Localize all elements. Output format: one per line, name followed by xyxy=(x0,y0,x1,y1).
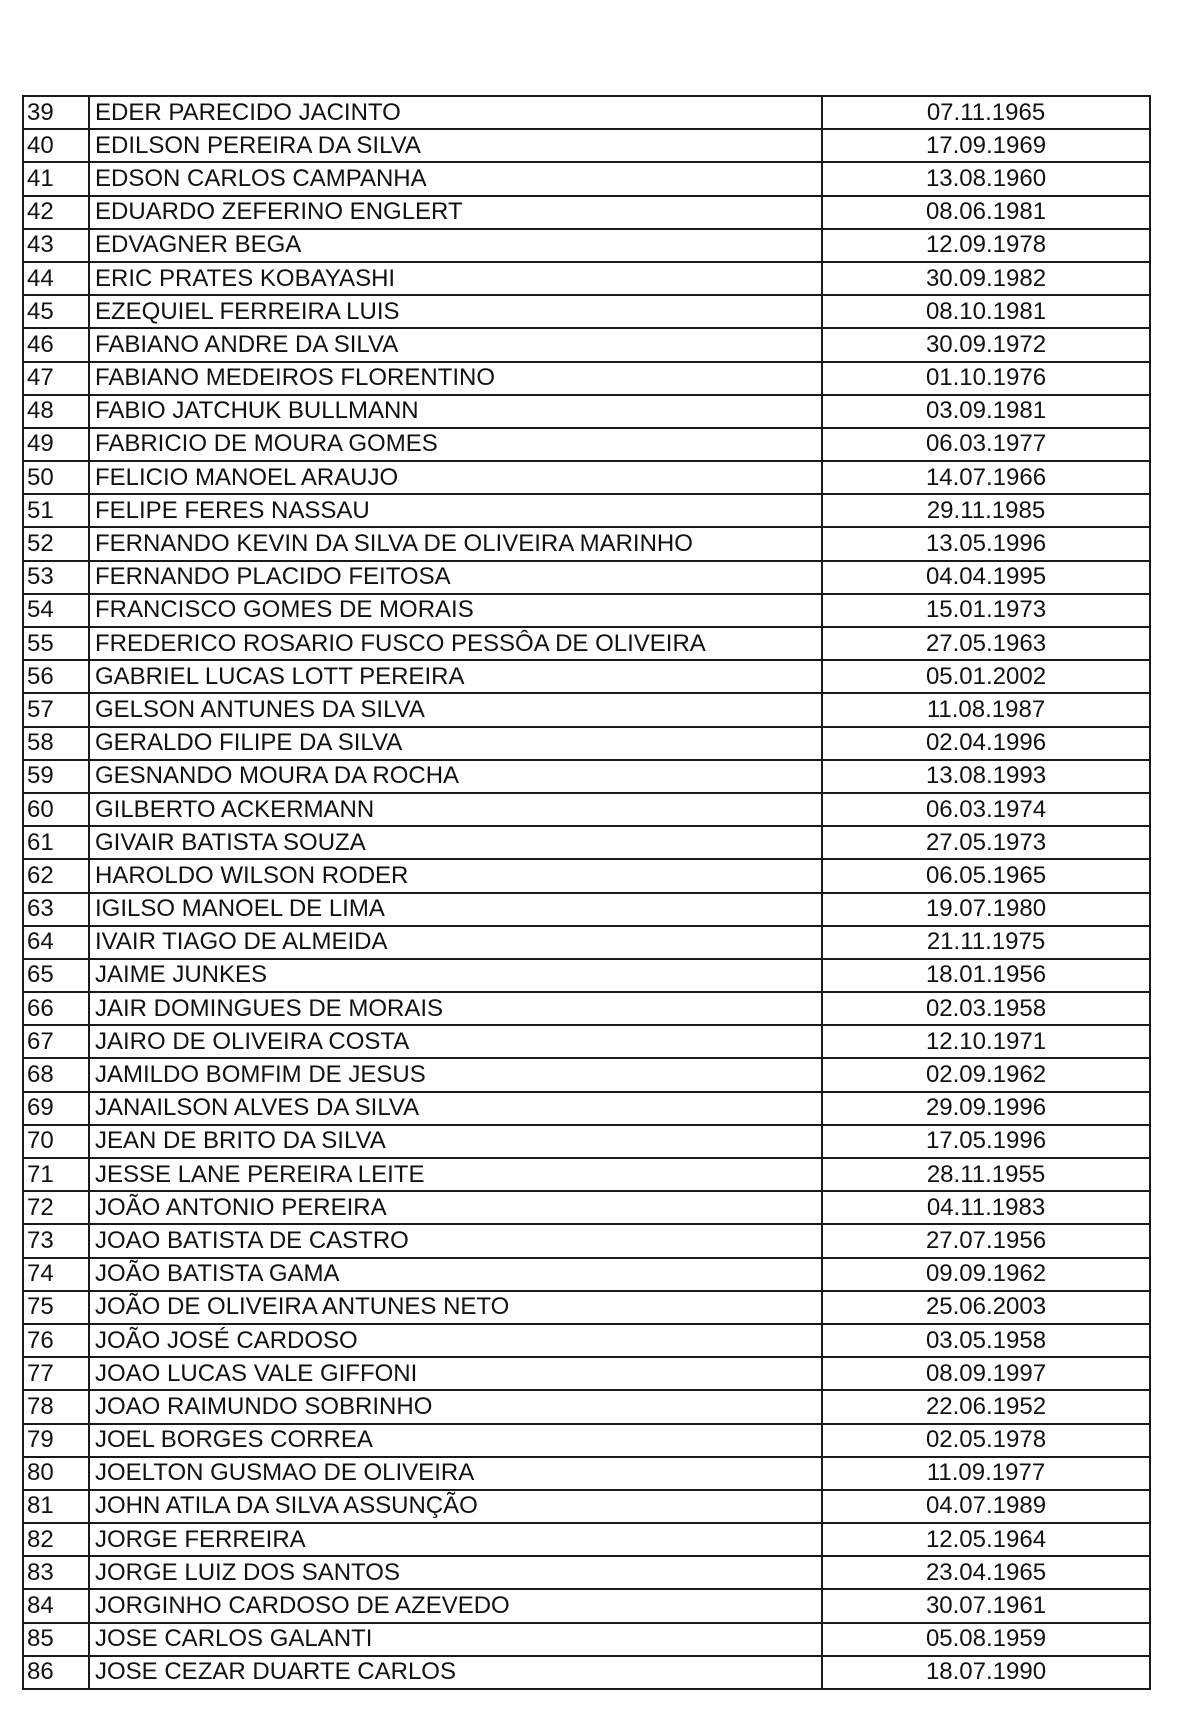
table-row xyxy=(23,1390,1150,1423)
row-number-cell: 63 xyxy=(23,893,89,926)
person-name-cell: JESSE LANE PEREIRA LEITE xyxy=(89,1158,822,1191)
row-number-cell: 71 xyxy=(23,1158,89,1191)
person-name-cell: JORGINHO CARDOSO DE AZEVEDO xyxy=(89,1589,822,1622)
birth-date-cell: 19.07.1980 xyxy=(822,893,1150,926)
birth-date-cell: 05.01.2002 xyxy=(822,660,1150,693)
table-row xyxy=(23,627,1150,660)
birth-date-cell: 23.04.1965 xyxy=(822,1556,1150,1589)
person-name-cell: GERALDO FILIPE DA SILVA xyxy=(89,727,822,760)
person-name-cell: GESNANDO MOURA DA ROCHA xyxy=(89,760,822,793)
row-number-cell: 64 xyxy=(23,926,89,959)
row-number-cell: 56 xyxy=(23,660,89,693)
birth-date-cell: 17.05.1996 xyxy=(822,1125,1150,1158)
person-name-cell: JOAO RAIMUNDO SOBRINHO xyxy=(89,1390,822,1423)
table-row xyxy=(23,693,1150,726)
row-number-cell: 84 xyxy=(23,1589,89,1622)
person-name-cell: JOÃO DE OLIVEIRA ANTUNES NETO xyxy=(89,1291,822,1324)
row-number-cell: 50 xyxy=(23,461,89,494)
row-number-cell: 73 xyxy=(23,1224,89,1257)
person-name-cell: JAIR DOMINGUES DE MORAIS xyxy=(89,992,822,1025)
table-row xyxy=(23,1556,1150,1589)
birth-date-cell: 18.01.1956 xyxy=(822,959,1150,992)
table-row xyxy=(23,395,1150,428)
table-row xyxy=(23,1125,1150,1158)
birth-date-cell: 12.09.1978 xyxy=(822,229,1150,262)
person-name-cell: JOEL BORGES CORREA xyxy=(89,1424,822,1457)
person-name-cell: FERNANDO KEVIN DA SILVA DE OLIVEIRA MARINHO xyxy=(89,527,822,560)
row-number-cell: 83 xyxy=(23,1556,89,1589)
table-row xyxy=(23,660,1150,693)
table-row xyxy=(23,594,1150,627)
birth-date-cell: 15.01.1973 xyxy=(822,594,1150,627)
person-name-cell: JOSE CEZAR DUARTE CARLOS xyxy=(89,1656,822,1689)
birth-date-cell: 13.08.1960 xyxy=(822,162,1150,195)
person-name-cell: GILBERTO ACKERMANN xyxy=(89,793,822,826)
table-row xyxy=(23,1092,1150,1125)
person-name-cell: JOÃO BATISTA GAMA xyxy=(89,1258,822,1291)
person-name-cell: EZEQUIEL FERREIRA LUIS xyxy=(89,295,822,328)
table-row xyxy=(23,826,1150,859)
row-number-cell: 67 xyxy=(23,1025,89,1058)
person-name-cell: EDER PARECIDO JACINTO xyxy=(89,96,822,129)
person-name-cell: IVAIR TIAGO DE ALMEIDA xyxy=(89,926,822,959)
person-name-cell: GIVAIR BATISTA SOUZA xyxy=(89,826,822,859)
birth-date-cell: 13.08.1993 xyxy=(822,760,1150,793)
roster-table xyxy=(22,95,1151,1690)
table-row xyxy=(23,1324,1150,1357)
birth-date-cell: 30.07.1961 xyxy=(822,1589,1150,1622)
row-number-cell: 43 xyxy=(23,229,89,262)
table-row xyxy=(23,727,1150,760)
row-number-cell: 62 xyxy=(23,859,89,892)
birth-date-cell: 08.10.1981 xyxy=(822,295,1150,328)
table-row xyxy=(23,527,1150,560)
birth-date-cell: 04.11.1983 xyxy=(822,1191,1150,1224)
table-row xyxy=(23,1357,1150,1390)
person-name-cell: GELSON ANTUNES DA SILVA xyxy=(89,693,822,726)
person-name-cell: JOÃO JOSÉ CARDOSO xyxy=(89,1324,822,1357)
table-row xyxy=(23,461,1150,494)
row-number-cell: 51 xyxy=(23,494,89,527)
row-number-cell: 77 xyxy=(23,1357,89,1390)
row-number-cell: 80 xyxy=(23,1457,89,1490)
row-number-cell: 76 xyxy=(23,1324,89,1357)
person-name-cell: JAMILDO BOMFIM DE JESUS xyxy=(89,1058,822,1091)
row-number-cell: 81 xyxy=(23,1490,89,1523)
row-number-cell: 46 xyxy=(23,328,89,361)
table-row xyxy=(23,1158,1150,1191)
person-name-cell: EDUARDO ZEFERINO ENGLERT xyxy=(89,196,822,229)
table-row xyxy=(23,328,1150,361)
person-name-cell: EDSON CARLOS CAMPANHA xyxy=(89,162,822,195)
person-name-cell: JORGE FERREIRA xyxy=(89,1523,822,1556)
person-name-cell: FRANCISCO GOMES DE MORAIS xyxy=(89,594,822,627)
person-name-cell: FABIANO MEDEIROS FLORENTINO xyxy=(89,362,822,395)
person-name-cell: IGILSO MANOEL DE LIMA xyxy=(89,893,822,926)
birth-date-cell: 27.07.1956 xyxy=(822,1224,1150,1257)
table-row xyxy=(23,1656,1150,1689)
table-row xyxy=(23,362,1150,395)
birth-date-cell: 02.05.1978 xyxy=(822,1424,1150,1457)
birth-date-cell: 06.03.1977 xyxy=(822,428,1150,461)
table-row xyxy=(23,1291,1150,1324)
person-name-cell: JAIRO DE OLIVEIRA COSTA xyxy=(89,1025,822,1058)
person-name-cell: JOELTON GUSMAO DE OLIVEIRA xyxy=(89,1457,822,1490)
birth-date-cell: 08.09.1997 xyxy=(822,1357,1150,1390)
person-name-cell: JOHN ATILA DA SILVA ASSUNÇÃO xyxy=(89,1490,822,1523)
row-number-cell: 44 xyxy=(23,262,89,295)
table-row xyxy=(23,1258,1150,1291)
birth-date-cell: 11.08.1987 xyxy=(822,693,1150,726)
birth-date-cell: 30.09.1972 xyxy=(822,328,1150,361)
birth-date-cell: 21.11.1975 xyxy=(822,926,1150,959)
birth-date-cell: 27.05.1963 xyxy=(822,627,1150,660)
row-number-cell: 79 xyxy=(23,1424,89,1457)
row-number-cell: 61 xyxy=(23,826,89,859)
roster-table-body xyxy=(23,96,1150,1689)
person-name-cell: JOÃO ANTONIO PEREIRA xyxy=(89,1191,822,1224)
person-name-cell: JANAILSON ALVES DA SILVA xyxy=(89,1092,822,1125)
table-row xyxy=(23,96,1150,129)
row-number-cell: 78 xyxy=(23,1390,89,1423)
person-name-cell: JAIME JUNKES xyxy=(89,959,822,992)
row-number-cell: 59 xyxy=(23,760,89,793)
row-number-cell: 57 xyxy=(23,693,89,726)
table-row xyxy=(23,859,1150,892)
birth-date-cell: 13.05.1996 xyxy=(822,527,1150,560)
table-row xyxy=(23,1191,1150,1224)
row-number-cell: 68 xyxy=(23,1058,89,1091)
table-row xyxy=(23,428,1150,461)
birth-date-cell: 29.11.1985 xyxy=(822,494,1150,527)
row-number-cell: 66 xyxy=(23,992,89,1025)
birth-date-cell: 04.04.1995 xyxy=(822,561,1150,594)
table-row xyxy=(23,129,1150,162)
row-number-cell: 60 xyxy=(23,793,89,826)
birth-date-cell: 14.07.1966 xyxy=(822,461,1150,494)
person-name-cell: JOAO LUCAS VALE GIFFONI xyxy=(89,1357,822,1390)
row-number-cell: 75 xyxy=(23,1291,89,1324)
birth-date-cell: 05.08.1959 xyxy=(822,1623,1150,1656)
row-number-cell: 74 xyxy=(23,1258,89,1291)
birth-date-cell: 17.09.1969 xyxy=(822,129,1150,162)
row-number-cell: 72 xyxy=(23,1191,89,1224)
row-number-cell: 55 xyxy=(23,627,89,660)
row-number-cell: 45 xyxy=(23,295,89,328)
birth-date-cell: 18.07.1990 xyxy=(822,1656,1150,1689)
birth-date-cell: 06.05.1965 xyxy=(822,859,1150,892)
row-number-cell: 42 xyxy=(23,196,89,229)
row-number-cell: 52 xyxy=(23,527,89,560)
table-row xyxy=(23,229,1150,262)
table-row xyxy=(23,1058,1150,1091)
person-name-cell: JEAN DE BRITO DA SILVA xyxy=(89,1125,822,1158)
birth-date-cell: 04.07.1989 xyxy=(822,1490,1150,1523)
row-number-cell: 65 xyxy=(23,959,89,992)
person-name-cell: EDILSON PEREIRA DA SILVA xyxy=(89,129,822,162)
row-number-cell: 58 xyxy=(23,727,89,760)
table-row xyxy=(23,1623,1150,1656)
birth-date-cell: 07.11.1965 xyxy=(822,96,1150,129)
birth-date-cell: 02.03.1958 xyxy=(822,992,1150,1025)
table-row xyxy=(23,760,1150,793)
birth-date-cell: 03.05.1958 xyxy=(822,1324,1150,1357)
table-row xyxy=(23,262,1150,295)
person-name-cell: JOSE CARLOS GALANTI xyxy=(89,1623,822,1656)
table-row xyxy=(23,1457,1150,1490)
person-name-cell: FERNANDO PLACIDO FEITOSA xyxy=(89,561,822,594)
table-row xyxy=(23,1523,1150,1556)
person-name-cell: FELIPE FERES NASSAU xyxy=(89,494,822,527)
table-row xyxy=(23,295,1150,328)
person-name-cell: FABRICIO DE MOURA GOMES xyxy=(89,428,822,461)
row-number-cell: 53 xyxy=(23,561,89,594)
birth-date-cell: 22.06.1952 xyxy=(822,1390,1150,1423)
person-name-cell: FELICIO MANOEL ARAUJO xyxy=(89,461,822,494)
birth-date-cell: 27.05.1973 xyxy=(822,826,1150,859)
table-row xyxy=(23,196,1150,229)
row-number-cell: 39 xyxy=(23,96,89,129)
row-number-cell: 48 xyxy=(23,395,89,428)
birth-date-cell: 29.09.1996 xyxy=(822,1092,1150,1125)
birth-date-cell: 12.05.1964 xyxy=(822,1523,1150,1556)
table-row xyxy=(23,1025,1150,1058)
row-number-cell: 69 xyxy=(23,1092,89,1125)
birth-date-cell: 08.06.1981 xyxy=(822,196,1150,229)
row-number-cell: 40 xyxy=(23,129,89,162)
table-row xyxy=(23,1589,1150,1622)
person-name-cell: JORGE LUIZ DOS SANTOS xyxy=(89,1556,822,1589)
birth-date-cell: 02.04.1996 xyxy=(822,727,1150,760)
row-number-cell: 41 xyxy=(23,162,89,195)
person-name-cell: GABRIEL LUCAS LOTT PEREIRA xyxy=(89,660,822,693)
birth-date-cell: 11.09.1977 xyxy=(822,1457,1150,1490)
table-row xyxy=(23,561,1150,594)
birth-date-cell: 01.10.1976 xyxy=(822,362,1150,395)
row-number-cell: 85 xyxy=(23,1623,89,1656)
table-row xyxy=(23,494,1150,527)
person-name-cell: JOAO BATISTA DE CASTRO xyxy=(89,1224,822,1257)
person-name-cell: HAROLDO WILSON RODER xyxy=(89,859,822,892)
table-row xyxy=(23,1424,1150,1457)
table-row xyxy=(23,793,1150,826)
birth-date-cell: 02.09.1962 xyxy=(822,1058,1150,1091)
table-row xyxy=(23,959,1150,992)
row-number-cell: 47 xyxy=(23,362,89,395)
person-name-cell: FREDERICO ROSARIO FUSCO PESSÔA DE OLIVEIRA xyxy=(89,627,822,660)
row-number-cell: 54 xyxy=(23,594,89,627)
birth-date-cell: 03.09.1981 xyxy=(822,395,1150,428)
birth-date-cell: 30.09.1982 xyxy=(822,262,1150,295)
birth-date-cell: 28.11.1955 xyxy=(822,1158,1150,1191)
table-row xyxy=(23,992,1150,1025)
table-row xyxy=(23,926,1150,959)
table-row xyxy=(23,162,1150,195)
person-name-cell: FABIANO ANDRE DA SILVA xyxy=(89,328,822,361)
person-name-cell: EDVAGNER BEGA xyxy=(89,229,822,262)
row-number-cell: 86 xyxy=(23,1656,89,1689)
birth-date-cell: 25.06.2003 xyxy=(822,1291,1150,1324)
row-number-cell: 82 xyxy=(23,1523,89,1556)
row-number-cell: 70 xyxy=(23,1125,89,1158)
birth-date-cell: 06.03.1974 xyxy=(822,793,1150,826)
table-row xyxy=(23,1224,1150,1257)
birth-date-cell: 09.09.1962 xyxy=(822,1258,1150,1291)
person-name-cell: FABIO JATCHUK BULLMANN xyxy=(89,395,822,428)
table-row xyxy=(23,893,1150,926)
row-number-cell: 49 xyxy=(23,428,89,461)
table-row xyxy=(23,1490,1150,1523)
person-name-cell: ERIC PRATES KOBAYASHI xyxy=(89,262,822,295)
birth-date-cell: 12.10.1971 xyxy=(822,1025,1150,1058)
